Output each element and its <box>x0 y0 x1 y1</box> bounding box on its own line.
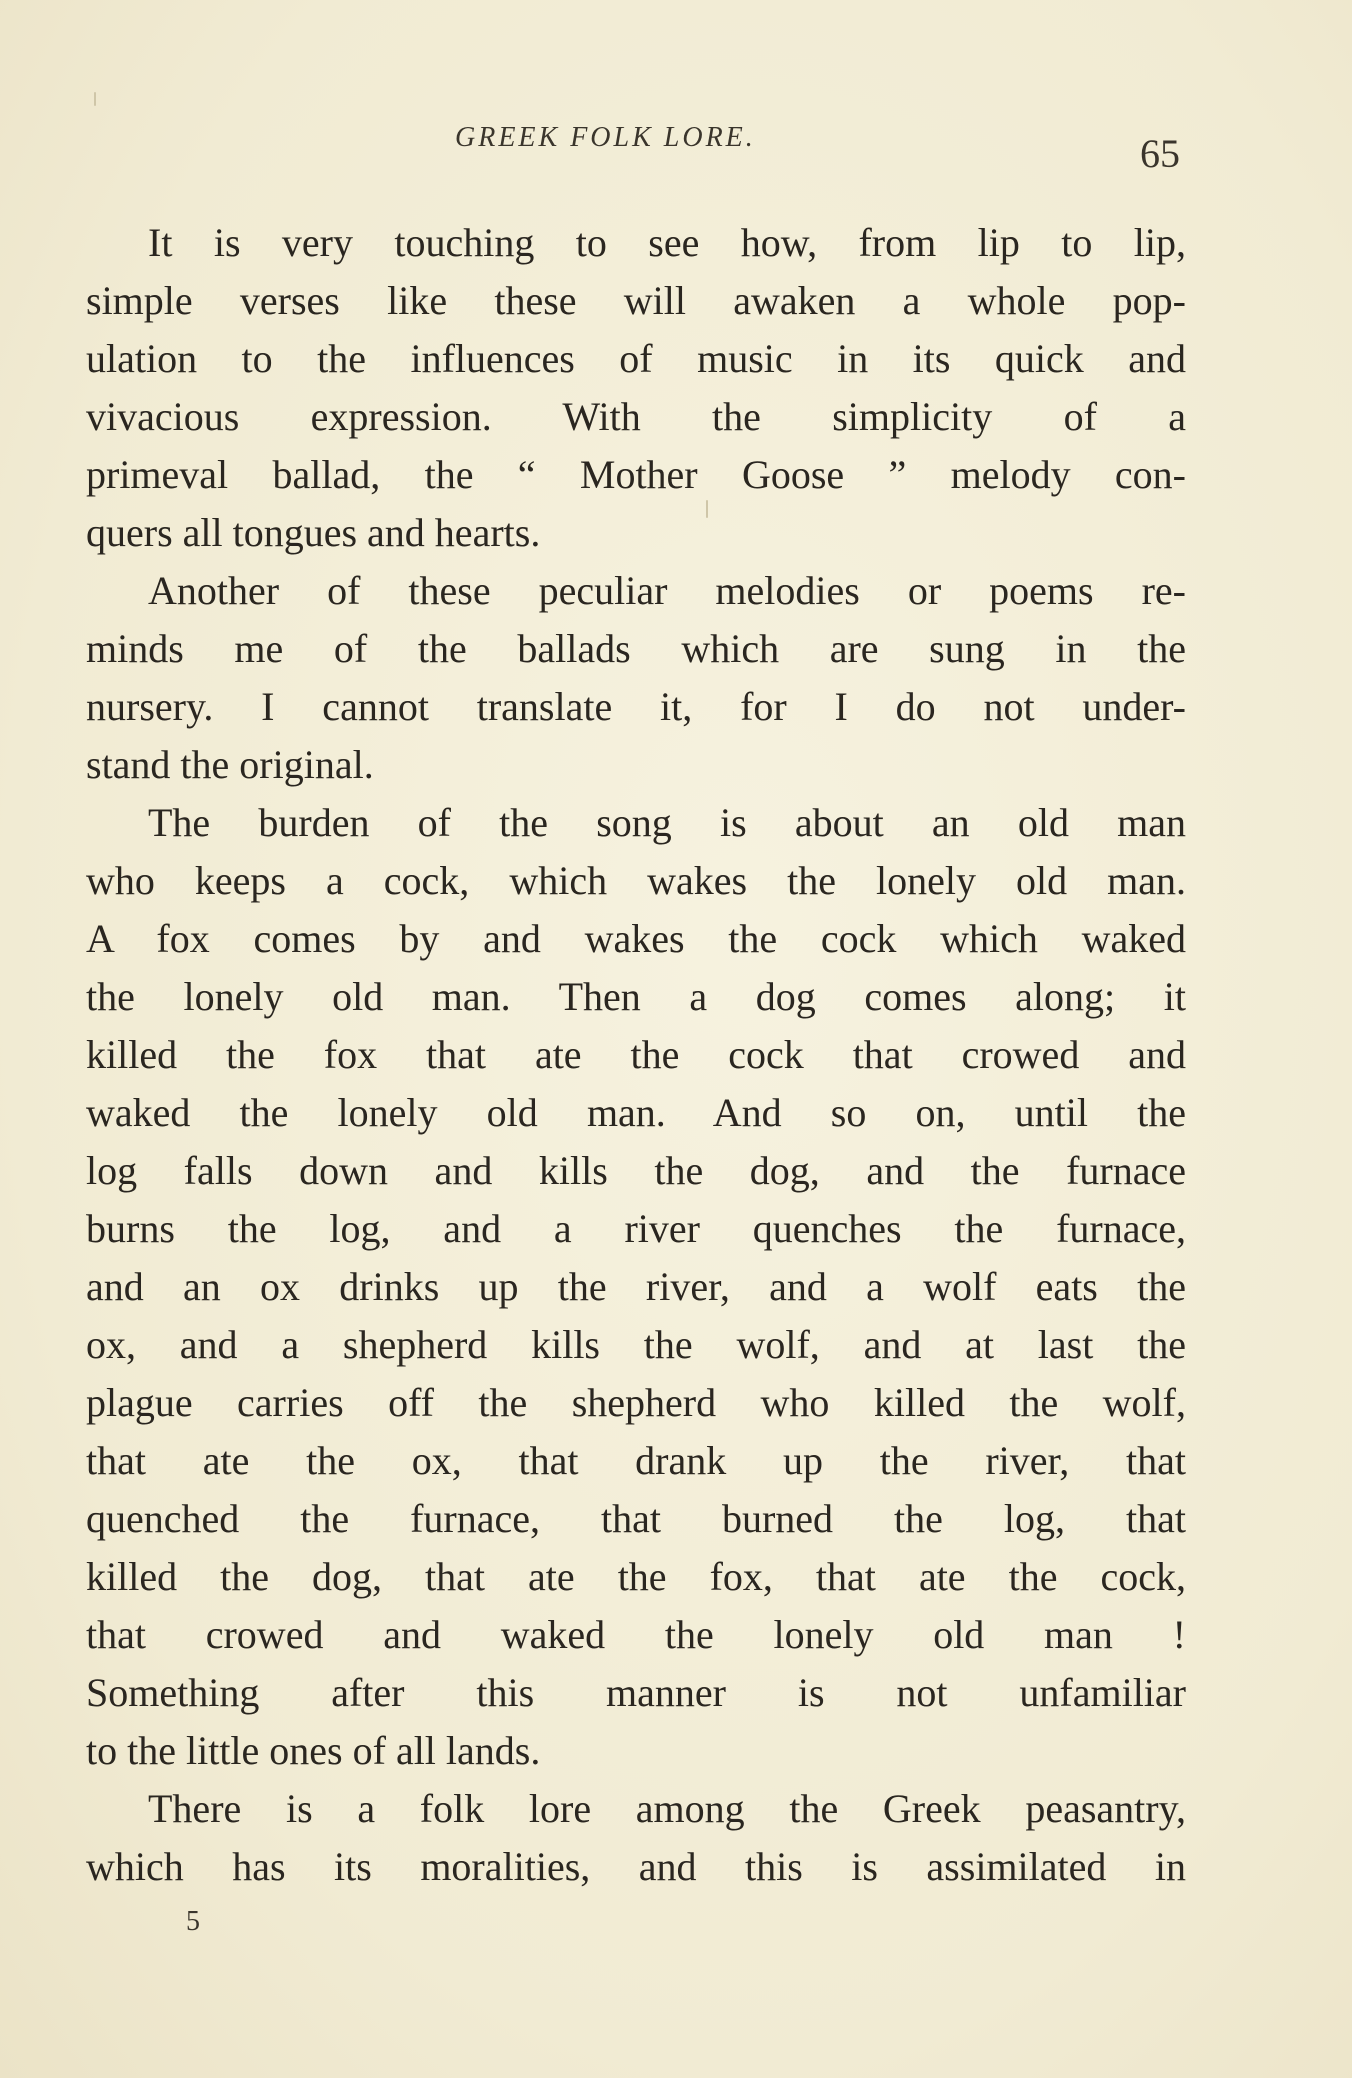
text-line: ulation to the influences of music in its quick and <box>86 336 1186 381</box>
body-text <box>86 214 1186 1896</box>
text-line: which has its moralities, and this is assimilated in <box>86 1844 1186 1889</box>
text-line: primeval ballad, the “ Mother Goose ” melody con- <box>86 452 1186 497</box>
text-line: simple verses like these will awaken a whole pop- <box>86 278 1186 323</box>
text-line: vivacious expression. With the simplicity of a <box>86 394 1186 439</box>
paper-speck <box>706 500 708 518</box>
text-line: that ate the ox, that drank up the river, that <box>86 1438 1186 1483</box>
text-line: to the little ones of all lands. <box>86 1728 541 1773</box>
text-line: quers all tongues and hearts. <box>86 510 541 555</box>
text-line: A fox comes by and wakes the cock which waked <box>86 916 1186 961</box>
text-line: that crowed and waked the lonely old man ! <box>86 1612 1186 1657</box>
text-line: killed the dog, that ate the fox, that ate the cock, <box>86 1554 1186 1599</box>
text-line: log falls down and kills the dog, and the furnace <box>86 1148 1186 1193</box>
text-line: ox, and a shepherd kills the wolf, and at last the <box>86 1322 1186 1367</box>
running-head-title: GREEK FOLK LORE. <box>455 122 756 153</box>
signature-mark: 5 <box>186 1906 200 1937</box>
text-line: killed the fox that ate the cock that crowed and <box>86 1032 1186 1077</box>
text-line: and an ox drinks up the river, and a wolf eats the <box>86 1264 1186 1309</box>
text-line: The burden of the song is about an old man <box>148 800 1186 845</box>
text-line: who keeps a cock, which wakes the lonely old man. <box>86 858 1186 903</box>
running-head <box>0 122 1352 176</box>
text-line: quenched the furnace, that burned the log, that <box>86 1496 1186 1541</box>
text-line: stand the original. <box>86 742 374 787</box>
text-line: It is very touching to see how, from lip to lip, <box>148 220 1186 265</box>
text-line: There is a folk lore among the Greek peasantry, <box>148 1786 1186 1831</box>
text-line: nursery. I cannot translate it, for I do not under- <box>86 684 1186 729</box>
text-line: burns the log, and a river quenches the furnace, <box>86 1206 1186 1251</box>
text-line: the lonely old man. Then a dog comes along; it <box>86 974 1186 1019</box>
text-line: Something after this manner is not unfamiliar <box>86 1670 1186 1715</box>
paper-speck <box>94 92 96 106</box>
text-line: plague carries off the shepherd who killed the wolf, <box>86 1380 1186 1425</box>
text-line: waked the lonely old man. And so on, until the <box>86 1090 1186 1135</box>
text-line: minds me of the ballads which are sung in the <box>86 626 1186 671</box>
text-line: Another of these peculiar melodies or poems re- <box>148 568 1186 613</box>
page-number: 65 <box>1140 131 1180 176</box>
